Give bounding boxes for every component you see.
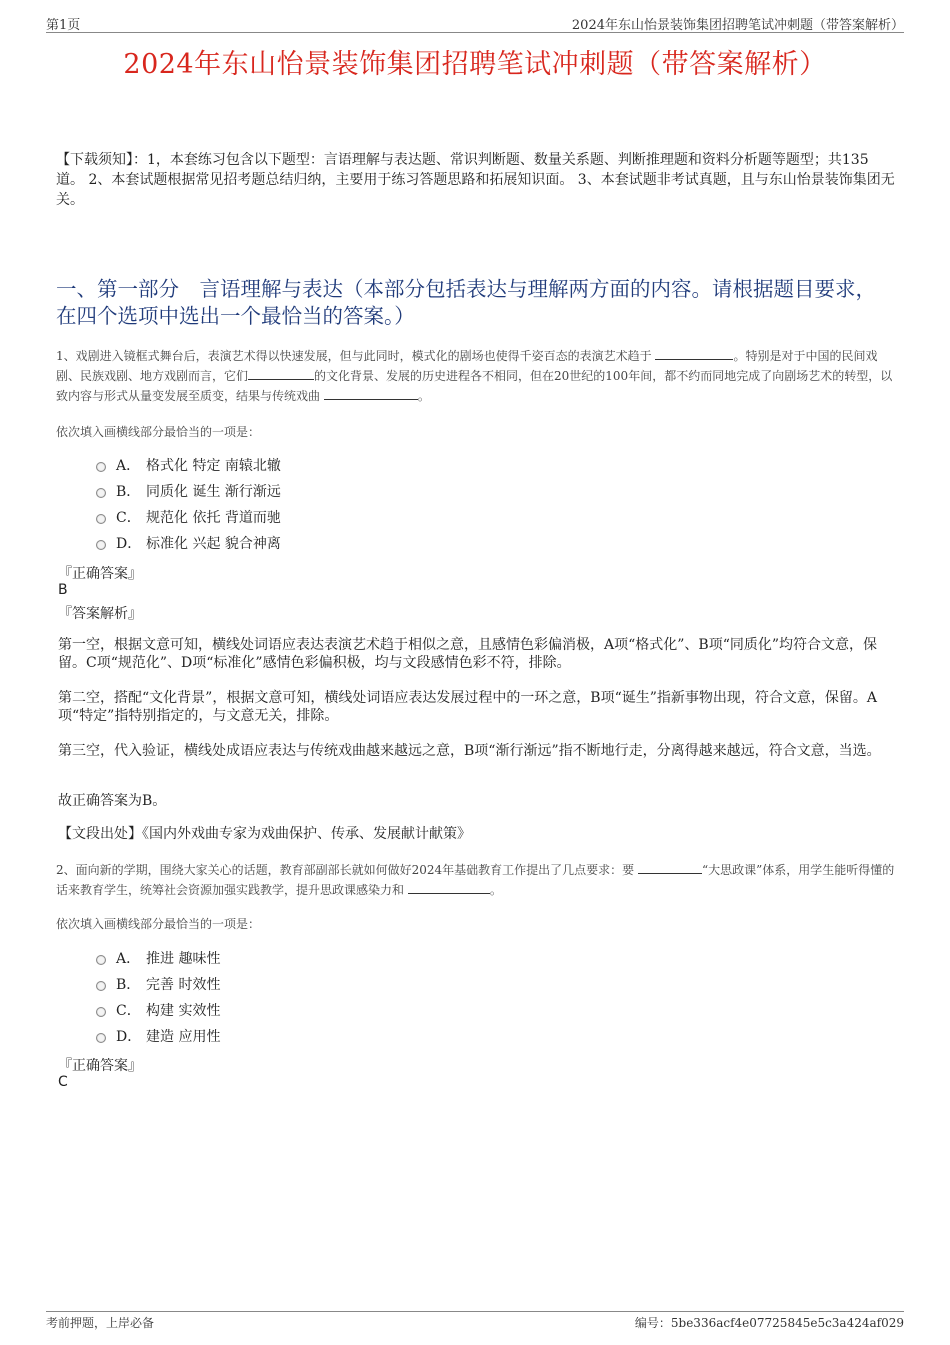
- blank-2: [248, 366, 314, 380]
- radio-icon[interactable]: [96, 1007, 106, 1017]
- option-text: 推进 趣味性: [146, 951, 221, 967]
- analysis-conclusion: 故正确答案为B。: [58, 793, 167, 809]
- footer-divider: [46, 1311, 904, 1312]
- question-1-prompt: 依次填入画横线部分最恰当的一项是：: [56, 425, 261, 439]
- analysis-paragraph-2: 第二空，搭配“文化背景”，根据文意可知，横线处词语应表达发展过程中的一环之意，B项“诞生”指新事物出现，符合文意，保留。A项“特定”指特别指定的，与文意无关，排除。: [58, 690, 878, 724]
- option-text: 规范化 依托 背道而驰: [146, 510, 281, 526]
- question-2-prompt: 依次填入画横线部分最恰当的一项是：: [56, 917, 261, 931]
- radio-icon[interactable]: [96, 540, 106, 550]
- question-1-part-4: 。: [417, 389, 430, 403]
- radio-icon[interactable]: [96, 462, 106, 472]
- section-heading: 一、第一部分 言语理解与表达（本部分包括表达与理解两方面的内容。请根据题目要求，在四个选项中选出一个最恰当的答案。）: [56, 277, 876, 328]
- option-text: 构建 实效性: [146, 1003, 221, 1019]
- radio-icon[interactable]: [96, 955, 106, 965]
- footer-doc-id: 编号：5be336acf4e07725845e5c3a424af029: [634, 1316, 904, 1330]
- option-text: 格式化 特定 南辕北辙: [146, 458, 281, 474]
- radio-icon[interactable]: [96, 1033, 106, 1043]
- question-1-options: [96, 452, 281, 556]
- option-c[interactable]: [96, 997, 220, 1023]
- answer-label: 『正确答案』: [58, 566, 142, 582]
- option-b[interactable]: [96, 971, 220, 997]
- blank-2: [408, 880, 490, 894]
- option-letter: A．: [116, 458, 141, 474]
- answer-value: C: [58, 1074, 68, 1090]
- blank-3: [324, 386, 418, 400]
- option-letter: D．: [116, 536, 142, 552]
- answer-value: B: [58, 582, 68, 598]
- option-c[interactable]: [96, 504, 281, 530]
- question-1-part-3: 的文化背景、发展的历史进程各不相同，但在20世纪的100年间，都不约而同地完成了向剧场艺术的转型，以致内容与形式从量变发展至质变，结果与传统戏曲: [56, 369, 893, 403]
- page-number: 第1页: [46, 18, 81, 33]
- radio-icon[interactable]: [96, 488, 106, 498]
- option-text: 建造 应用性: [146, 1029, 221, 1045]
- download-notice: 【下载须知】：1，本套练习包含以下题型：言语理解与表达题、常识判断题、数量关系题、判断推理题和资料分析题等题型；共135道。 2、本套试题根据常见招考题总结归纳，主要用于练习答题思路和拓展知识面。 3、本套试题非考试真题，且与东山怡景装饰集团无关。: [56, 152, 895, 208]
- source-citation: 【文段出处】《国内外戏曲专家为戏曲保护、传承、发展献计献策》: [58, 826, 471, 842]
- radio-icon[interactable]: [96, 981, 106, 991]
- page-title: 2024年东山怡景装饰集团招聘笔试冲刺题（带答案解析）: [123, 49, 827, 80]
- option-a[interactable]: [96, 452, 281, 478]
- analysis-paragraph-1: 第一空，根据文意可知，横线处词语应表达表演艺术趋于相似之意，且感情色彩偏消极，A项“格式化”、B项“同质化”均符合文意，保留。C项“规范化”、D项“标准化”感情色彩偏积极，均与文段感情色彩不符，排除。: [58, 637, 878, 671]
- question-1-part-1: 1、戏剧进入镜框式舞台后，表演艺术得以快速发展，但与此同时，模式化的剧场也使得千姿百态的表演艺术趋于: [56, 349, 656, 363]
- blank-1: [638, 860, 702, 874]
- option-text: 标准化 兴起 貌合神离: [146, 536, 281, 552]
- header-divider: [46, 32, 904, 33]
- option-letter: B．: [116, 484, 141, 500]
- question-2-part-2: “大思政课”体系，用学生能听得懂的话来教育学生，统筹社会资源加强实践教学，提升思政课感染力和: [56, 863, 895, 897]
- question-1-part-2: 。特别是对于中国的民间戏剧、民族戏剧、地方戏剧而言，它们: [56, 349, 878, 383]
- option-letter: C．: [116, 510, 141, 526]
- question-2-part-1: 2、面向新的学期，围绕大家关心的话题，教育部副部长就如何做好2024年基础教育工作提出了几点要求：要: [56, 863, 638, 877]
- option-text: 完善 时效性: [146, 977, 221, 993]
- question-2-text: [56, 860, 896, 900]
- analysis-label: 『答案解析』: [58, 606, 142, 622]
- option-letter: A．: [116, 951, 141, 967]
- option-letter: C．: [116, 1003, 141, 1019]
- question-2-options: [96, 945, 220, 1049]
- option-a[interactable]: [96, 945, 220, 971]
- blank-1: [655, 346, 733, 360]
- option-text: 同质化 诞生 渐行渐远: [146, 484, 281, 500]
- radio-icon[interactable]: [96, 514, 106, 524]
- footer-slogan: 考前押题，上岸必备: [46, 1316, 155, 1330]
- option-b[interactable]: [96, 478, 281, 504]
- option-d[interactable]: [96, 1023, 220, 1049]
- option-letter: D．: [116, 1029, 142, 1045]
- option-d[interactable]: [96, 530, 281, 556]
- answer-label: 『正确答案』: [58, 1058, 142, 1074]
- option-letter: B．: [116, 977, 141, 993]
- question-2-part-3: 。: [489, 883, 502, 897]
- question-1-text: [56, 346, 896, 406]
- analysis-paragraph-3: 第三空，代入验证，横线处成语应表达与传统戏曲越来越远之意，B项“渐行渐远”指不断地行走，分离得越来越远，符合文意，当选。: [58, 743, 881, 759]
- header-doc-title: 2024年东山怡景装饰集团招聘笔试冲刺题（带答案解析）: [571, 18, 904, 33]
